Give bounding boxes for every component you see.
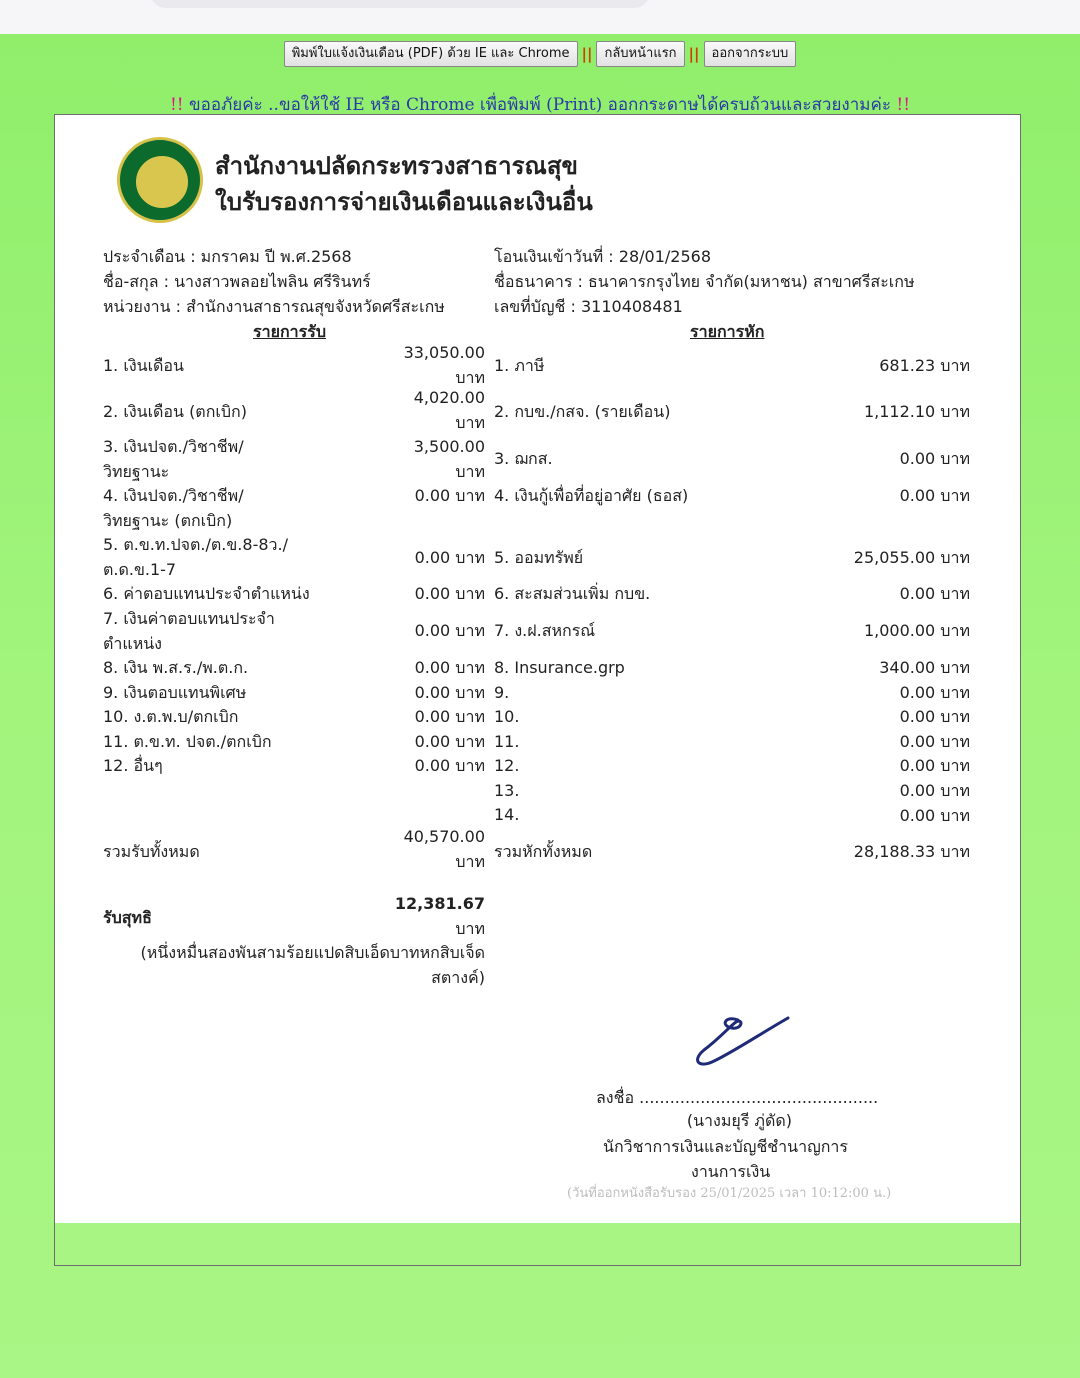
income-value: 0.00 บาท [414, 486, 485, 505]
deduction-value: 0.00 บาท [899, 707, 970, 726]
income-unit: บาท [455, 462, 485, 481]
income-label-cont: ต.ด.ข.1-7 [103, 560, 177, 579]
income-label: 10. ง.ต.พ.บ/ตกเบิก [103, 707, 239, 726]
deduction-label: 9. [494, 683, 510, 702]
income-label: 9. เงินตอบแทนพิเศษ [103, 683, 247, 702]
deduction-label: 4. เงินกู้เพื่อที่อยู่อาศัย (ธอส) [494, 486, 689, 505]
income-label-cont: วิทยฐานะ (ตกเบิก) [103, 511, 233, 530]
org-title: สำนักงานปลัดกระทรวงสาธารณสุข [215, 152, 578, 180]
document-title: ใบรับรองการจ่ายเงินเดือนและเงินอื่น [215, 188, 593, 216]
income-label: 4. เงินปจต./วิชาชีพ/ [103, 486, 244, 505]
logout-button[interactable]: ออกจากระบบ [704, 41, 797, 67]
deduction-value: 0.00 บาท [899, 449, 970, 468]
income-value: 0.00 บาท [414, 756, 485, 775]
income-label: 1. เงินเดือน [103, 356, 184, 375]
income-label: 7. เงินค่าตอบแทนประจำ [103, 609, 275, 628]
income-label-cont: ตำแหน่ง [103, 634, 162, 653]
income-value: 0.00 บาท [414, 707, 485, 726]
deduction-label: 3. ฌกส. [494, 449, 553, 468]
income-value: 3,500.00 [413, 437, 485, 456]
net-unit: บาท [455, 919, 485, 938]
ministry-seal-icon [117, 137, 203, 223]
income-label-cont: วิทยฐานะ [103, 462, 170, 481]
issued-timestamp: (วันที่ออกหนังสือรับรอง 25/01/2025 เวลา 10:12:00 น.) [567, 1186, 892, 1201]
income-value: 0.00 บาท [414, 621, 485, 640]
income-value: 33,050.00 [403, 343, 485, 362]
deduction-value: 681.23 บาท [879, 356, 970, 375]
deduction-label: 2. กบข./กสจ. (รายเดือน) [494, 402, 671, 421]
bank-name: ชื่อธนาคาร : ธนาคารกรุงไทย จำกัด(มหาชน) สาขาศรีสะเกษ [494, 272, 915, 291]
deduction-label: 7. ง.ฝ.สหกรณ์ [494, 621, 596, 640]
browser-top-bar [0, 0, 1080, 34]
deduction-label: 11. [494, 732, 520, 751]
income-label: 12. อื่นๆ [103, 756, 163, 775]
net-in-words-cont: สตางค์) [431, 968, 485, 987]
income-unit: บาท [455, 852, 485, 871]
income-value: 0.00 บาท [414, 732, 485, 751]
income-label: 5. ต.ข.ท.ปจต./ต.ข.8-8ว./ [103, 535, 288, 554]
income-value: 4,020.00 [413, 388, 485, 407]
income-label: 8. เงิน พ.ส.ร./พ.ต.ก. [103, 658, 249, 677]
income-label: 11. ต.ข.ท. ปจต./ตกเบิก [103, 732, 272, 751]
income-label: 3. เงินปจต./วิชาชีพ/ [103, 437, 244, 456]
deduction-value: 1,000.00 บาท [863, 621, 970, 640]
sign-line: ลงชื่อ ............................................... [596, 1088, 879, 1107]
income-value: 0.00 บาท [414, 584, 485, 603]
deduction-label: 1. ภาษี [494, 356, 545, 375]
deduction-label: 10. [494, 707, 520, 726]
employee-unit: หน่วยงาน : สำนักงานสาธารณสุขจังหวัดศรีสะเกษ [103, 297, 445, 316]
income-label: 6. ค่าตอบแทนประจำตำแหน่ง [103, 584, 310, 603]
income-heading: รายการรับ [253, 322, 326, 341]
income-unit: บาท [455, 368, 485, 387]
deduction-value: 0.00 บาท [899, 486, 970, 505]
notice-text: ขออภัยค่ะ ..ขอให้ใช้ IE หรือ Chrome เพื่อพิมพ์ (Print) ออกกระดาษได้ครบถ้วนและสวยงามค่ะ [189, 95, 891, 115]
toolbar [0, 41, 1080, 67]
signer-department: งานการเงิน [691, 1162, 771, 1181]
deduction-total-label: รวมหักทั้งหมด [494, 842, 593, 861]
net-in-words: (หนึ่งหมื่นสองพันสามร้อยแปดสิบเอ็ดบาทหกสิบเจ็ด [140, 943, 485, 962]
deduction-value: 340.00 บาท [879, 658, 970, 677]
deduction-value: 0.00 บาท [899, 732, 970, 751]
transfer-date: โอนเงินเข้าวันที่ : 28/01/2568 [494, 247, 711, 266]
income-unit: บาท [455, 413, 485, 432]
separator: || [581, 45, 593, 63]
deduction-value: 0.00 บาท [899, 781, 970, 800]
income-value: 0.00 บาท [414, 548, 485, 567]
deduction-label: 14. [494, 805, 520, 824]
deduction-value: 25,055.00 บาท [853, 548, 970, 567]
deduction-label: 12. [494, 756, 520, 775]
deduction-value: 0.00 บาท [899, 756, 970, 775]
signer-position: นักวิชาการเงินและบัญชีชำนาญการ [603, 1137, 848, 1156]
income-value: 0.00 บาท [414, 683, 485, 702]
income-value: 0.00 บาท [414, 658, 485, 677]
deduction-label: 8. Insurance.grp [494, 658, 625, 677]
income-label: 2. เงินเดือน (ตกเบิก) [103, 402, 247, 421]
deduction-value: 0.00 บาท [899, 584, 970, 603]
net-label: รับสุทธิ [103, 908, 152, 927]
signer-name: (นางมยุรี ภู่ดัด) [686, 1111, 792, 1130]
deduction-label: 5. ออมทรัพย์ [494, 548, 584, 567]
notice-mark-right: !! [896, 95, 911, 115]
income-total-value: 40,570.00 [403, 827, 485, 846]
print-pdf-button[interactable]: พิมพ์ใบแจ้งเงินเดือน (PDF) ด้วย IE และ Chrome [284, 41, 578, 67]
income-total-label: รวมรับทั้งหมด [103, 842, 200, 861]
deduction-value: 0.00 บาท [899, 806, 970, 825]
deduction-value: 1,112.10 บาท [863, 402, 970, 421]
deduction-heading: รายการหัก [690, 322, 765, 341]
separator: || [688, 45, 700, 63]
address-bar[interactable] [150, 0, 650, 8]
account-number: เลขที่บัญชี : 3110408481 [494, 297, 683, 316]
net-value: 12,381.67 [394, 894, 485, 913]
employee-name: ชื่อ-สกุล : นางสาวพลอยไพลิน ศรีรินทร์ [103, 272, 371, 291]
deduction-value: 0.00 บาท [899, 683, 970, 702]
home-button[interactable]: กลับหน้าแรก [596, 41, 684, 67]
deduction-total-value: 28,188.33 บาท [853, 842, 970, 861]
deduction-label: 6. สะสมส่วนเพิ่ม กบข. [494, 584, 651, 603]
notice-mark-left: !! [169, 95, 184, 115]
pay-month: ประจำเดือน : มกราคม ปี พ.ศ.2568 [103, 247, 352, 266]
signature-image [690, 1010, 800, 1070]
deduction-label: 13. [494, 781, 520, 800]
